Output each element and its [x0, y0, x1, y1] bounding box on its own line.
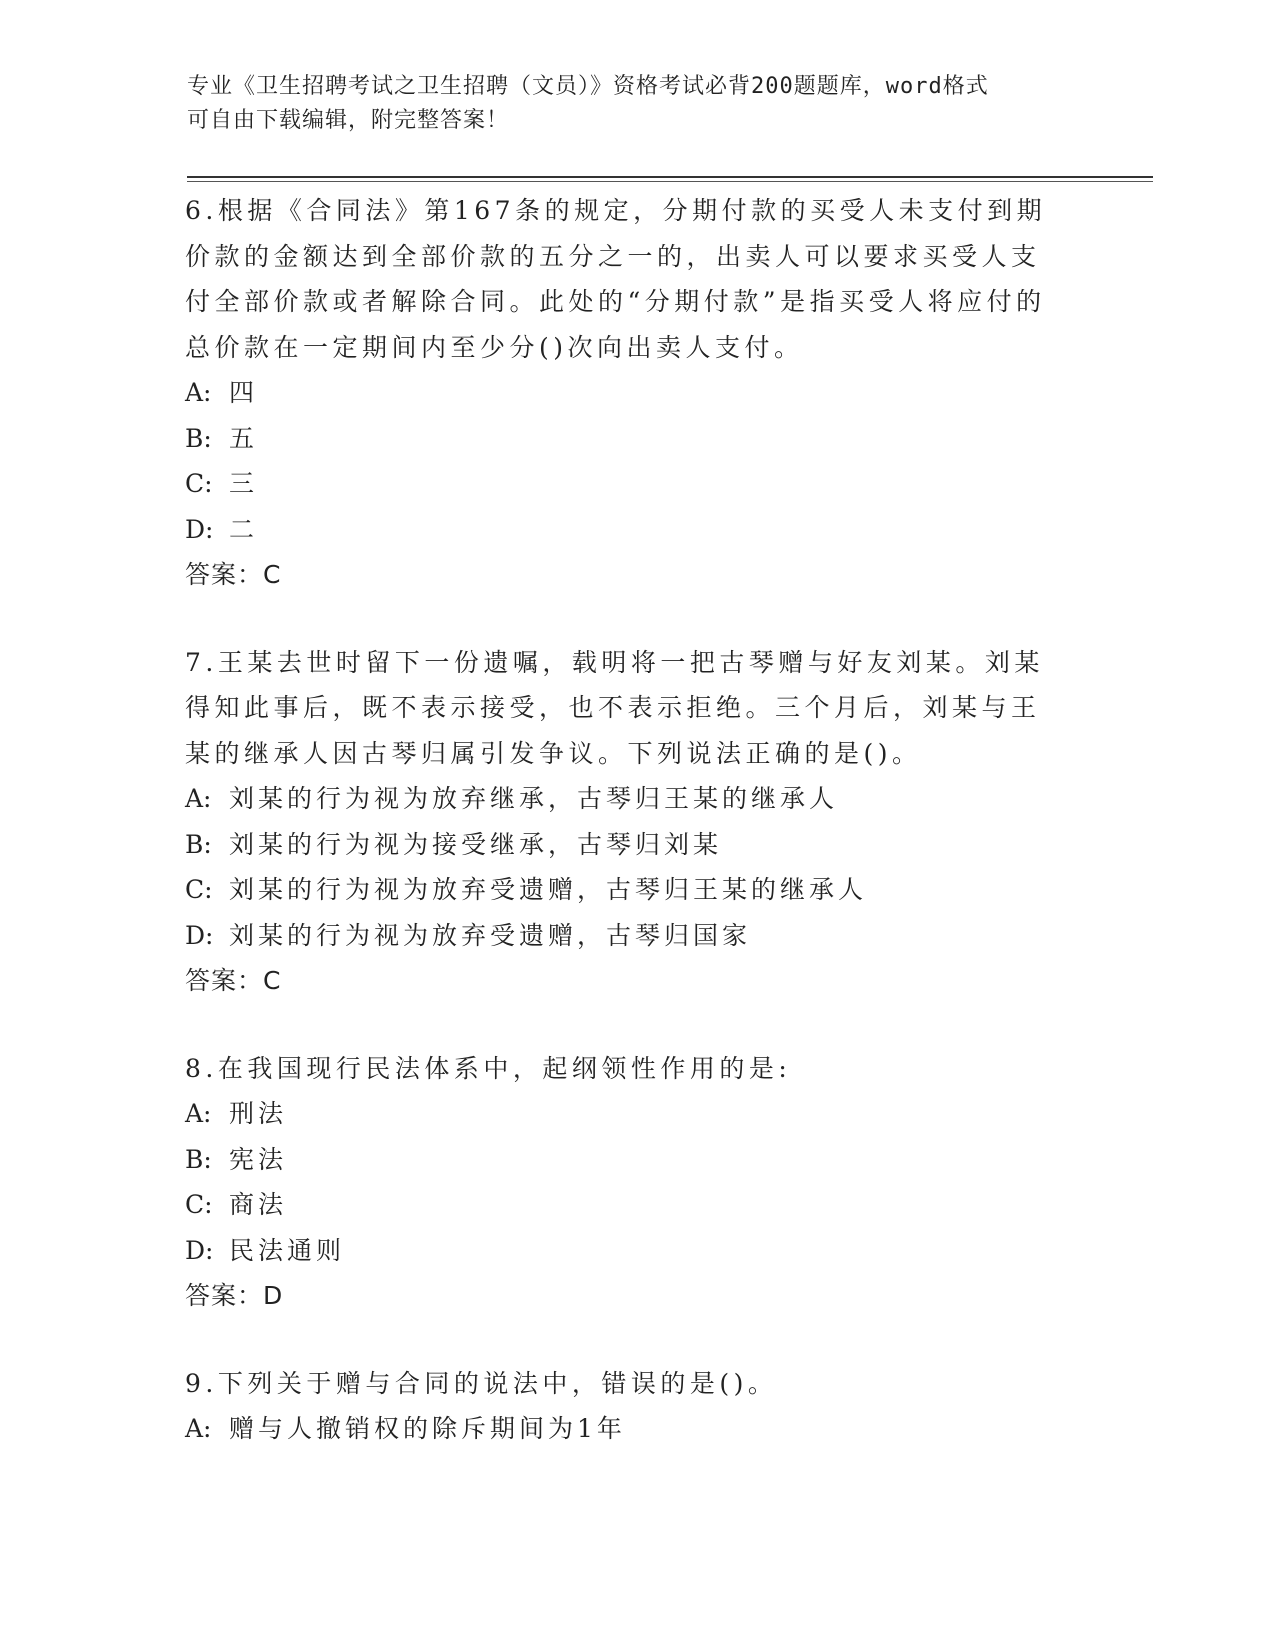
option-key: A:: [185, 1099, 212, 1128]
option-key: B:: [185, 423, 212, 453]
option-b: [185, 1137, 1065, 1183]
document-header: [187, 70, 1067, 138]
option-key: D:: [185, 514, 214, 544]
option-text: 刘某的行为视为放弃继承，古琴归王某的继承人: [229, 784, 839, 813]
question-7: [185, 640, 1065, 1004]
option-text: 宪法: [229, 1144, 288, 1174]
option-c: [185, 461, 1065, 507]
answer-line: 答案：C: [185, 560, 282, 589]
option-c: [185, 867, 1065, 913]
option-text: 刘某的行为视为放弃受遗赠，古琴归国家: [229, 920, 752, 950]
question-6: [185, 188, 1065, 598]
option-text: 刘某的行为视为放弃受遗赠，古琴归王某的继承人: [229, 875, 868, 904]
option-c: [185, 1182, 1065, 1228]
option-d: [185, 913, 1065, 959]
option-text: 民法通则: [229, 1235, 346, 1265]
option-key: C:: [185, 1190, 213, 1219]
option-a: [185, 1406, 1065, 1452]
option-key: A:: [185, 784, 212, 813]
option-key: B:: [185, 1144, 212, 1174]
option-text: 刘某的行为视为接受继承，古琴归刘某: [229, 829, 723, 859]
option-text: 四: [229, 378, 259, 407]
question-text: 9.下列关于赠与合同的说法中，错误的是()。: [185, 1368, 778, 1398]
question-text: 8.在我国现行民法体系中，起纲领性作用的是:: [185, 1053, 792, 1083]
option-key: B:: [185, 829, 212, 859]
option-key: A:: [185, 1414, 212, 1443]
question-gap: [185, 1319, 1065, 1361]
option-b: [185, 822, 1065, 868]
option-text: 五: [229, 423, 259, 453]
answer-line: 答案：C: [185, 966, 282, 995]
option-d: [185, 1228, 1065, 1274]
header-line-1: 专业《卫生招聘考试之卫生招聘（文员）》资格考试必背200题题库，word格式: [187, 74, 989, 99]
question-8: [185, 1046, 1065, 1319]
option-text: 赠与人撤销权的除斥期间为1年: [229, 1414, 626, 1443]
question-gap: [185, 1004, 1065, 1046]
header-line-2: 可自由下载编辑，附完整答案！: [187, 108, 510, 133]
option-key: C:: [185, 875, 213, 904]
option-d: [185, 507, 1065, 553]
option-b: [185, 416, 1065, 462]
option-key: D:: [185, 920, 214, 950]
option-key: C:: [185, 469, 213, 498]
option-key: A:: [185, 378, 212, 407]
question-gap: [185, 598, 1065, 640]
option-a: [185, 776, 1065, 822]
answer-line: 答案：D: [185, 1281, 284, 1310]
option-text: 二: [229, 514, 259, 544]
header-divider-thin: [187, 181, 1153, 182]
option-key: D:: [185, 1235, 214, 1265]
option-text: 商法: [229, 1190, 288, 1219]
option-text: 三: [229, 469, 259, 498]
question-text: 6.根据《合同法》第167条的规定，分期付款的买受人未支付到期价款的金额达到全部价款的五分之一的，出卖人可以要求买受人支付全部价款或者解除合同。此处的“分期付款”是指买受人将应付的总价款在一定期间内至少分()次向出卖人支付。: [185, 196, 1047, 362]
header-divider: [187, 176, 1153, 178]
question-9: [185, 1361, 1065, 1452]
option-a: [185, 370, 1065, 416]
option-text: 刑法: [229, 1099, 288, 1128]
option-a: [185, 1091, 1065, 1137]
question-text: 7.王某去世时留下一份遗嘱，载明将一把古琴赠与好友刘某。刘某得知此事后，既不表示接受，也不表示拒绝。三个月后，刘某与王某的继承人因古琴归属引发争议。下列说法正确的是()。: [185, 647, 1044, 768]
question-list: [185, 188, 1065, 1452]
